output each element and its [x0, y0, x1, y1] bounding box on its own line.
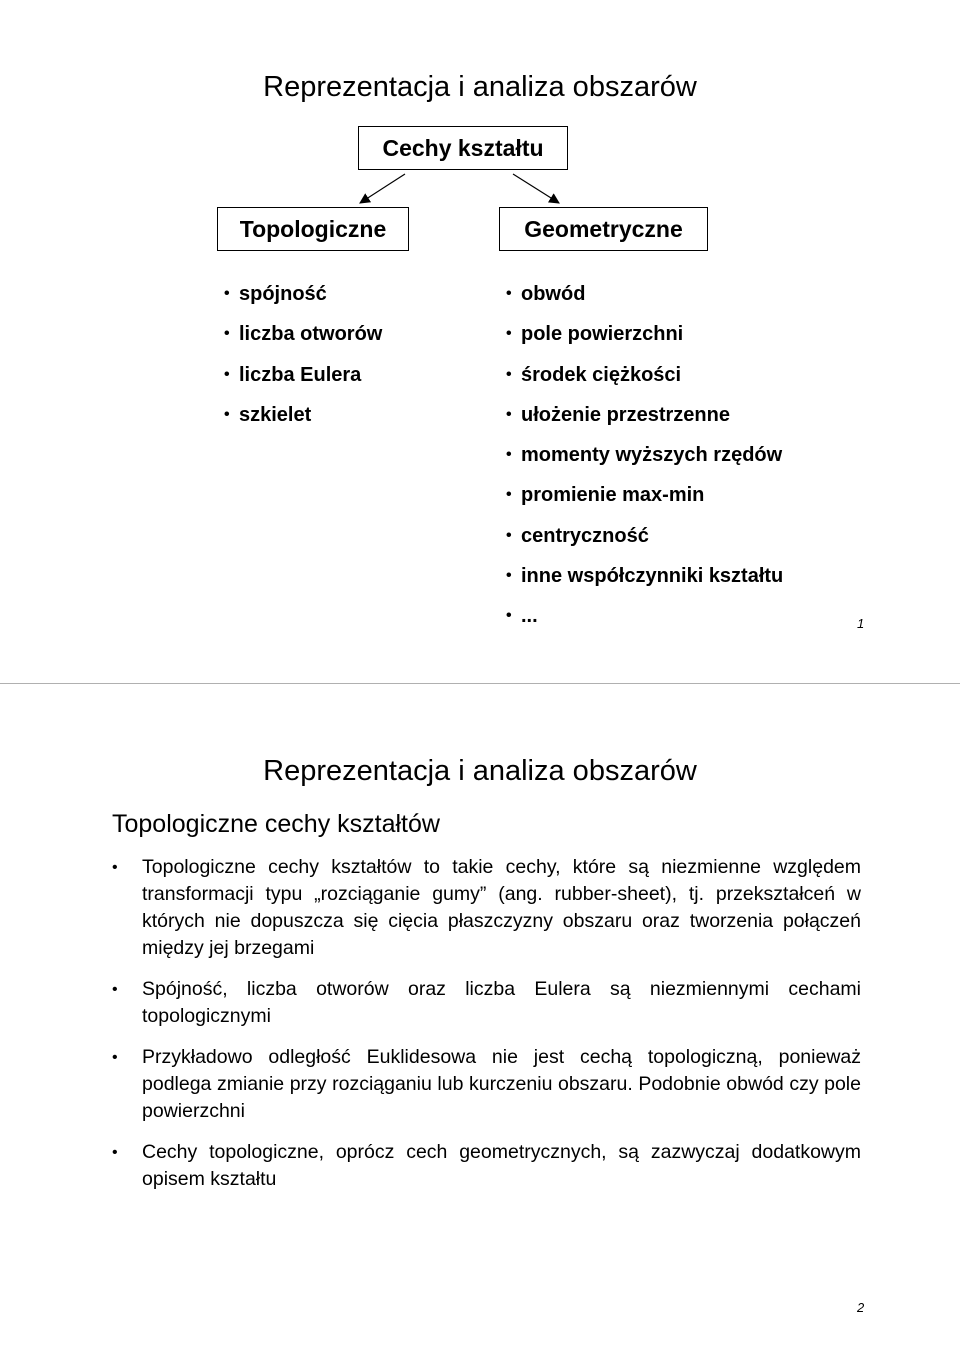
list-item: • Cechy topologiczne, oprócz cech geometrycznych, są zazwyczaj dodatkowym opisem kształtu — [112, 1139, 861, 1193]
list-item: • ... — [506, 604, 783, 644]
arrow-to-geometric — [513, 174, 559, 203]
page-number: 1 — [857, 616, 865, 631]
page-number: 2 — [857, 1300, 865, 1315]
section-heading: Topologiczne cechy kształtów — [112, 810, 440, 838]
right-box-geometric: Geometryczne — [499, 207, 708, 251]
root-box-shape-features: Cechy kształtu — [358, 126, 568, 170]
list-item: • Topologiczne cechy kształtów to takie cechy, które są niezmienne względem transformacji typu „rozciąganie gumy” (ang. rubber-sheet), tj. przekształceń w których nie dopuszcza się cięcia płaszczyzny obszaru oraz tworzenia połączeń między jej brzegami — [112, 854, 861, 962]
left-box-topological: Topologiczne — [217, 207, 409, 251]
list-item: • centryczność — [506, 524, 783, 564]
list-item: • ułożenie przestrzenne — [506, 403, 783, 443]
list-item: • Przykładowo odległość Euklidesowa nie jest cechą topologiczną, ponieważ podlega zmianie przy rozciąganiu lub kurczeniu obszaru. Podobnie obwód czy pole powierzchni — [112, 1044, 861, 1125]
list-item: • promienie max-min — [506, 483, 783, 523]
list-item: • liczba otworów — [224, 322, 382, 362]
list-item: • inne współczynniki kształtu — [506, 564, 783, 604]
arrow-to-topological — [360, 174, 405, 203]
topological-notes-list — [112, 854, 861, 1193]
slide-2 — [0, 684, 960, 1367]
geometric-features-list — [506, 282, 783, 645]
list-item: • pole powierzchni — [506, 322, 783, 362]
slide-1 — [0, 0, 960, 683]
slide-1-title: Reprezentacja i analiza obszarów — [263, 71, 697, 103]
list-item: • Spójność, liczba otworów oraz liczba Eulera są niezmiennymi cechami topologicznymi — [112, 976, 861, 1030]
list-item: • spójność — [224, 282, 382, 322]
slide-2-title: Reprezentacja i analiza obszarów — [263, 755, 697, 787]
list-item: • szkielet — [224, 403, 382, 443]
list-item: • środek ciężkości — [506, 363, 783, 403]
tree-arrows — [0, 0, 960, 220]
list-item: • obwód — [506, 282, 783, 322]
list-item: • liczba Eulera — [224, 363, 382, 403]
list-item: • momenty wyższych rzędów — [506, 443, 783, 483]
topological-features-list — [224, 282, 382, 443]
